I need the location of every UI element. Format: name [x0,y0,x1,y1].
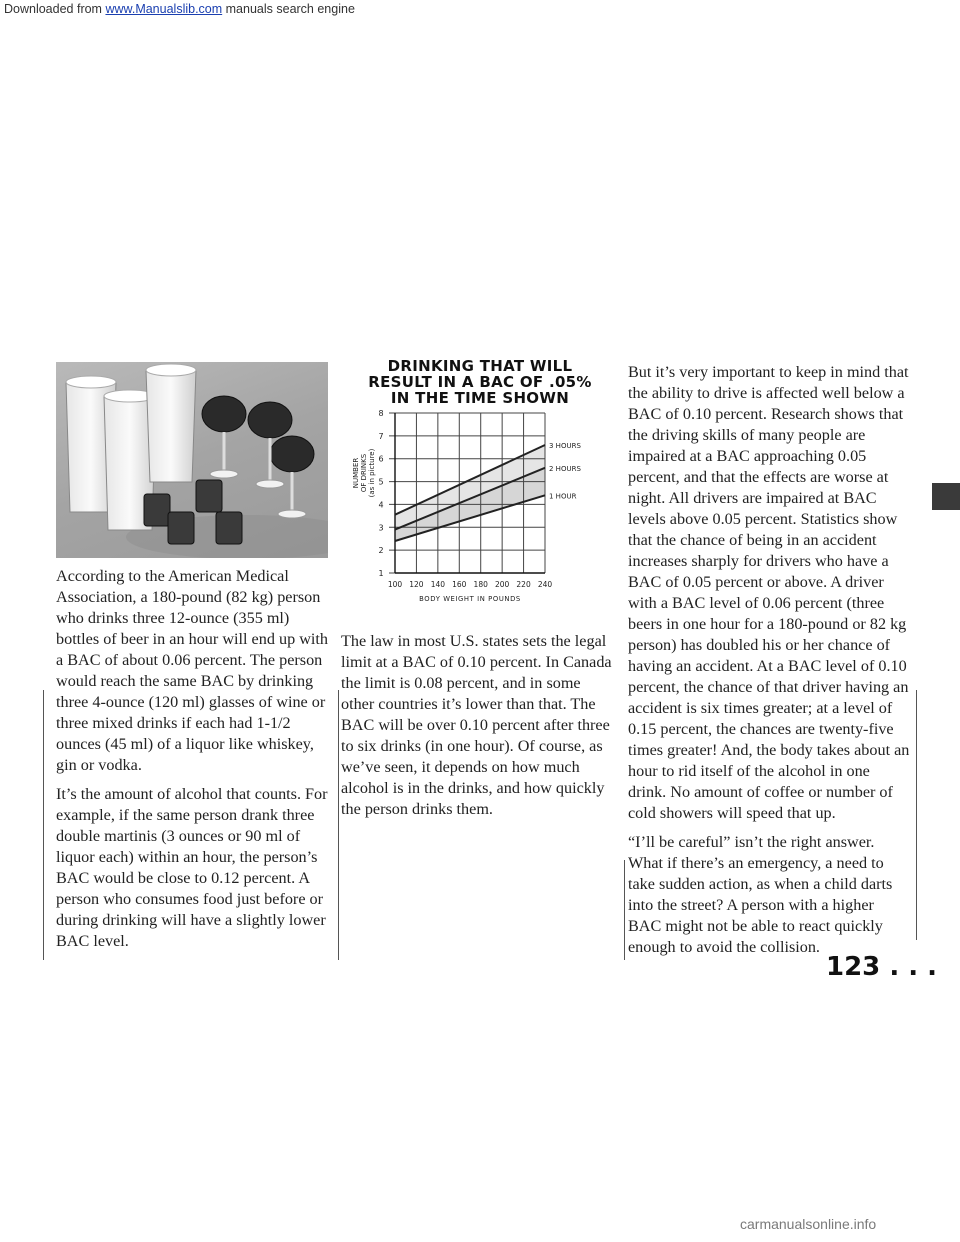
header-prefix: Downloaded from [4,2,106,16]
y-tick-6: 6 [378,454,384,464]
left-paragraph-2: It’s the amount of alcohol that counts. For example, if the same person drank three double martinis (3 ounces or 90 ml of liquor each) within an hour, the person’s BAC would be close to 0.12 percent. A person who consumes food just before or during drinking will have a slightly lower BAC level. [56,785,328,950]
section-tab-marker [932,483,960,510]
drinks-photo [56,362,328,558]
right-paragraph-1: But it’s very important to keep in mind that the ability to drive is affected well below a BAC of 0.10 percent. Research shows that the driving skills of many people are impaired at a BAC approaching 0.05 percent, and that the effects are worse at night. All drivers are impaired at BAC levels above 0.05 percent. Statistics show that the chance of being in an accident increases sharply for drivers who have a BAC of 0.05 percent or above. A driver with a BAC level of 0.06 percent (three beers in one hour for a 180-pound or 82 kg person) has doubled his or her chance of having an accident. At a BAC level of 0.10 percent, the chance of that driver having an accident is six times greater; at a level of 0.15 percent, the chances are twenty-five times greater! And, the body takes about an hour to rid itself of the alcohol in one drink. No amount of coffee or number of cold showers will speed that up. [628,363,910,822]
x-tick-240: 240 [537,580,553,589]
column-rule-middle [338,690,339,960]
page-number: 123 . . . [826,952,938,982]
column-rule-left [43,690,44,960]
middle-column-text [341,631,617,828]
left-column-text [56,566,328,960]
series-label-1: 2 HOURS [549,464,581,473]
chart-title-line-3: IN THE TIME SHOWN [390,389,570,407]
x-tick-220: 220 [516,580,531,589]
column-rule-far-right [916,690,917,940]
header-suffix: manuals search engine [222,2,355,16]
download-header [4,2,355,16]
column-rule-right [624,860,625,960]
y-tick-2: 2 [378,546,384,556]
y-tick-1: 1 [378,569,384,578]
y-axis-label-line-0: NUMBER [352,457,360,489]
y-tick-8: 8 [378,409,384,418]
chart-title-line-2: RESULT IN A BAC OF .05% [368,373,592,391]
x-tick-100: 100 [387,580,403,589]
y-axis-label-line-1: OF DRINKS [360,453,368,493]
manualslib-link[interactable]: www.Manualslib.com [105,2,223,16]
x-tick-140: 140 [430,580,446,589]
y-axis-label-line-2: (as in picture) [368,448,376,498]
y-tick-4: 4 [378,500,384,510]
footer-watermark: carmanualsonline.info [740,1216,877,1232]
series-label-2: 1 HOUR [549,492,577,501]
drinks-illustration [56,362,328,558]
y-tick-3: 3 [378,523,384,533]
x-tick-120: 120 [409,580,424,589]
series-label-0: 3 HOURS [549,442,581,450]
left-paragraph-1: According to the American Medical Association, a 180-pound (82 kg) person who drinks three 12-ounce (355 ml) bottles of beer in an hour will end up with a BAC of about 0.06 percent. The person would reach the same BAC by drinking three 4-ounce (120 ml) glasses of wine or three mixed drinks if each had 1-1/2 ounces (45 ml) of a liquor like whiskey, gin or vodka. [56,567,328,774]
x-tick-200: 200 [494,580,510,589]
y-tick-5: 5 [378,477,384,487]
right-column-text [628,362,910,966]
right-paragraph-2: “I’ll be careful” isn’t the right answer. What if there’s an emergency, a need to take sudden action, as when a child darts into the street? A person with a higher BAC might not be able to react quickly enough to avoid the collision. [628,833,893,956]
bac-chart [350,405,630,615]
chart-title [340,358,620,406]
y-tick-7: 7 [378,431,384,441]
x-tick-180: 180 [473,580,488,589]
x-tick-160: 160 [452,580,467,589]
chart-title-line-1: DRINKING THAT WILL [387,357,573,375]
middle-paragraph-1: The law in most U.S. states sets the legal limit at a BAC of 0.10 percent. In Canada the limit is 0.08 percent, and in some other countries it’s lower than that. The BAC will be over 0.10 percent after three to six drinks (in one hour). Of course, as we’ve seen, it depends on how much alcohol is in the drinks, and how quickly the person drinks them. [341,632,612,818]
x-axis-label: BODY WEIGHT IN POUNDS [419,595,521,603]
